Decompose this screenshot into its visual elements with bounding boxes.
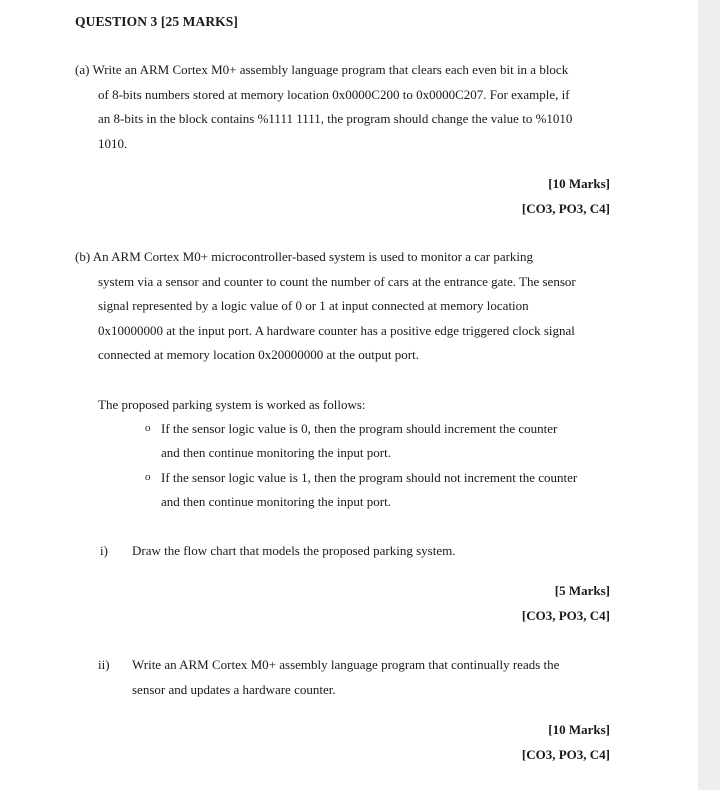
sub-i-co: [CO3, PO3, C4]: [521, 608, 610, 623]
part-b-line2: system via a sensor and counter to count the number of cars at the entrance gate. The sensor: [98, 274, 576, 289]
sub-ii-co: [CO3, PO3, C4]: [521, 747, 610, 762]
sub-ii-line2: sensor and updates a hardware counter.: [132, 682, 336, 697]
bullet-1-line1: If the sensor logic value is 0, then the program should increment the counter: [161, 421, 558, 436]
bullet-2-line1: If the sensor logic value is 1, then the program should not increment the counter: [161, 470, 578, 485]
part-a-line1: [75, 57, 613, 82]
part-a-line2: of 8-bits numbers stored at memory location 0x0000C200 to 0x0000C207. For example, if: [98, 87, 570, 102]
sub-i-label: i): [100, 543, 108, 558]
bullet-1-marker: o: [145, 422, 151, 434]
part-b-line1: [75, 244, 613, 269]
part-b-intro: The proposed parking system is worked as follows:: [98, 397, 366, 412]
bullet-2-line2: and then continue monitoring the input port.: [161, 494, 391, 509]
part-a-marks: [10 Marks]: [548, 176, 610, 191]
sub-ii-marks: [10 Marks]: [548, 722, 610, 737]
part-b-line3: signal represented by a logic value of 0 or 1 at input connected at memory location: [98, 298, 529, 313]
part-a-text-line1: Write an ARM Cortex M0+ assembly language program that clears each even bit in a block: [92, 62, 569, 77]
bullet-1-line2: and then continue monitoring the input port.: [161, 445, 391, 460]
part-b-text-line1: An ARM Cortex M0+ microcontroller-based system is used to monitor a car parking: [92, 249, 534, 264]
sub-i-text: Draw the flow chart that models the proposed parking system.: [132, 543, 456, 558]
bullet-2-marker: o: [145, 471, 151, 483]
sub-ii-label: ii): [98, 657, 110, 672]
part-a-co: [CO3, PO3, C4]: [521, 201, 610, 216]
part-b-label: (b): [75, 249, 91, 264]
sub-ii-line1: Write an ARM Cortex M0+ assembly language program that continually reads the: [132, 657, 560, 672]
part-a-line4: 1010.: [98, 136, 128, 151]
sub-i-marks: [5 Marks]: [554, 583, 610, 598]
part-b-line4: 0x10000000 at the input port. A hardware counter has a positive edge triggered clock signal: [98, 323, 575, 338]
part-a-label: (a): [75, 62, 90, 77]
question-title: QUESTION 3 [25 MARKS]: [75, 14, 238, 29]
part-a-line3: an 8-bits in the block contains %1111 1111, the program should change the value to %1010: [98, 111, 573, 126]
side-strip: [698, 0, 720, 790]
part-b-line5: connected at memory location 0x20000000 at the output port.: [98, 347, 419, 362]
